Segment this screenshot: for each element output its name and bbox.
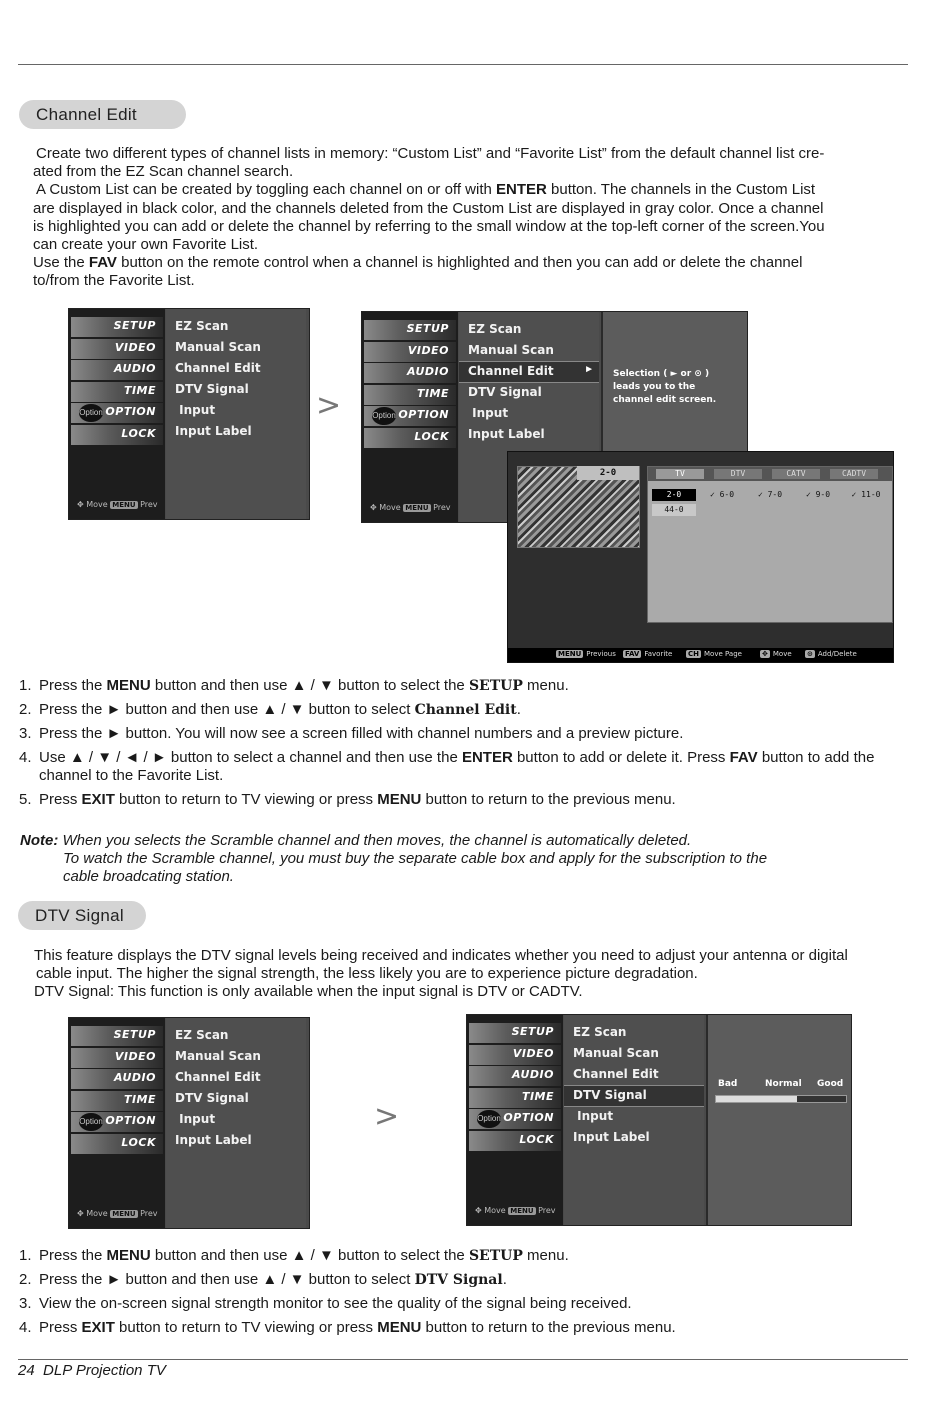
channel-edit-intro: Create two different types of channel lists in memory: “Custom List” and “Favorite List” from the default channel list cre- ated from the EZ Scan channel search. A Custom List can be created by toggling each channel on or off with ENTER button. The channels in the Custom List are displayed in black color, and the channels deleted from the Custom List are displayed in gray color. Once a channel is highlighted you can add or delete the channel by referring to the small window at the top-left corner of the screen.You can create your own Favorite List. Use the FAV button on the remote control when a channel is highlighted and then you can add or delete the channel to/from the Favorite List.	[33, 145, 893, 291]
menu-key-icon: MENU	[510, 1207, 534, 1215]
menu-tab-option	[71, 1112, 163, 1132]
menu-item-dtv-signal: DTV Signal	[175, 382, 249, 396]
menu-tab-label: LOCK	[519, 1132, 554, 1146]
move-icon: ✥	[77, 1209, 87, 1218]
step-key: MENU	[377, 1319, 422, 1336]
move-page-hint	[686, 650, 742, 658]
menu-item-ez-scan: EZ Scan	[175, 319, 229, 333]
menu-item-input-label: Input Label	[175, 424, 252, 438]
note: Note: When you selects the Scramble channel and then moves, the channel is automatically deleted. To watch the Scramble channel, you must buy the separate cable box and apply for the subscription to the cable broadcating station.	[20, 832, 768, 886]
prev-label: Prev	[137, 1209, 158, 1218]
tab-dtv: DTV	[714, 469, 762, 479]
step-number: 3.	[19, 725, 32, 742]
menu-tab-setup	[469, 1023, 561, 1043]
menu-tab-video	[71, 1048, 163, 1068]
prev-label: Prev	[137, 500, 158, 509]
menu-tab-column	[467, 1015, 563, 1225]
menu-item-manual-scan: Manual Scan	[468, 343, 554, 357]
menu-tab-audio	[71, 360, 163, 380]
menu-item-channel-edit: Channel Edit	[175, 1070, 261, 1084]
bottom-rule	[18, 1359, 908, 1360]
menu-tab-audio	[364, 363, 456, 383]
move-label: Move	[86, 500, 111, 509]
step-number: 3.	[19, 1295, 32, 1312]
menu-tab-label: VIDEO	[114, 1049, 156, 1063]
step-text-part: Press the	[39, 677, 107, 694]
step-text	[39, 791, 676, 808]
menu-tab-label: VIDEO	[114, 340, 156, 354]
step-key: EXIT	[81, 1319, 115, 1336]
channel-cell: ✓ 7-0	[757, 490, 783, 499]
menu-item-ez-scan: EZ Scan	[573, 1025, 627, 1039]
menu-tab-audio	[469, 1066, 561, 1086]
menu-tab-label: AUDIO	[406, 365, 449, 378]
step-menu-name: Channel Edit	[414, 702, 517, 718]
menu-tab-label: TIME	[416, 386, 449, 400]
menu-item-manual-scan: Manual Scan	[175, 1049, 261, 1063]
menu-item-input-label: Input Label	[468, 427, 545, 441]
page-number: 24	[18, 1362, 35, 1379]
step-key: ENTER	[461, 749, 513, 766]
menu-item-list	[166, 309, 306, 519]
menu-tab-setup	[364, 320, 456, 340]
add-delete-hint-key: ⊙	[807, 650, 813, 658]
move-icon: ✥	[475, 1206, 485, 1215]
menu-tab-lock	[469, 1131, 561, 1151]
step-number: 4.	[19, 749, 32, 766]
move-icon: ✥	[77, 500, 87, 509]
favorite-hint-label: Favorite	[644, 650, 673, 658]
move-label: Move	[484, 1206, 509, 1215]
step-item	[19, 1319, 899, 1337]
current-channel: 2-0	[577, 466, 639, 480]
menu-key-icon: MENU	[405, 504, 429, 512]
menu-item-input-label: Input Label	[573, 1130, 650, 1144]
step-item	[19, 1247, 899, 1265]
channel-cell: ✓ 11-0	[851, 490, 881, 499]
step-text	[39, 677, 569, 694]
step-text-part: Use ▲ / ▼ / ◄ / ► button to select a channel and then use the	[39, 749, 462, 766]
menu-tab-time	[364, 385, 456, 405]
page-footer	[18, 1362, 166, 1379]
step-text	[39, 1295, 632, 1312]
channel-cell: ✓ 9-0	[805, 490, 831, 499]
step-number: 1.	[19, 1247, 32, 1264]
step-key: FAV	[729, 749, 758, 766]
dtv-signal-steps	[19, 1247, 899, 1343]
channel-edit-help-bar	[508, 648, 893, 662]
menu-tab-label: AUDIO	[113, 1071, 156, 1084]
tab-tv: TV	[656, 469, 704, 479]
option-badge-icon: Option	[372, 407, 396, 425]
menu-item-channel-edit: Channel Edit	[468, 364, 554, 378]
step-item	[19, 701, 899, 719]
signal-strength-bar	[715, 1095, 847, 1103]
menu-item-manual-scan: Manual Scan	[573, 1046, 659, 1060]
menu-tab-lock	[71, 425, 163, 445]
menu-item-channel-edit: Channel Edit	[175, 361, 261, 375]
channel-edit-screen	[507, 451, 894, 663]
step-key: MENU	[106, 677, 151, 694]
menu-tab-label: SETUP	[113, 319, 156, 332]
menu-tab-label: SETUP	[113, 1028, 156, 1041]
step-item	[19, 677, 899, 695]
channel-cell: 44-0	[652, 504, 696, 516]
add-delete-hint	[805, 650, 857, 658]
step-text-part: Press the ► button. You will now see a screen filled with channel numbers and a preview picture.	[39, 725, 684, 742]
channel-cell: ✓ 6-0	[709, 490, 735, 499]
step-item	[19, 1295, 899, 1313]
move-page-hint-key: CH	[688, 650, 699, 658]
step-text-part: menu.	[522, 677, 569, 694]
menu-tab-label: SETUP	[511, 1025, 554, 1038]
step-text-part: .	[502, 1271, 507, 1288]
signal-good-label: Good	[817, 1079, 844, 1089]
step-text-part: menu.	[522, 1247, 569, 1264]
intro-line: Use the FAV button on the remote control when a channel is highlighted and then you can add or delete the channel	[33, 254, 803, 272]
menu-item-input: Input	[175, 403, 216, 417]
step-text	[39, 701, 521, 718]
menu-tab-label: LOCK	[414, 429, 449, 443]
channel-edit-steps	[19, 677, 899, 815]
move-hint-key: ✥	[762, 650, 768, 658]
signal-normal-label: Normal	[765, 1079, 802, 1089]
menu-tab-lock	[71, 1134, 163, 1154]
option-badge-icon: Option	[79, 404, 103, 422]
next-arrow-icon: >	[316, 388, 342, 423]
previous-hint-label: Previous	[586, 650, 616, 658]
menu-item-list	[166, 1018, 306, 1228]
menu-tab-time	[71, 382, 163, 402]
menu-tab-option	[364, 406, 456, 426]
right-arrow-icon: ►	[584, 364, 594, 375]
menu-item-channel-edit: Channel Edit	[573, 1067, 659, 1081]
previous-hint-key: MENU	[558, 650, 582, 658]
option-badge-icon: Option	[79, 1113, 103, 1131]
menu-tab-column	[362, 312, 458, 522]
step-text-part: Press the	[39, 1247, 107, 1264]
menu-item-dtv-signal: DTV Signal	[573, 1088, 647, 1102]
menu-side-panel	[706, 1015, 851, 1225]
menu-item-dtv-signal: DTV Signal	[175, 1091, 249, 1105]
setup-menu-screenshot	[68, 308, 310, 520]
setup-menu-screenshot-2	[68, 1017, 310, 1229]
section-heading-channel-edit: Channel Edit	[19, 100, 186, 129]
step-text-part: button to add the channel to the Favorite List.	[39, 749, 875, 784]
step-text-part: Press the ► button and then use ▲ / ▼ button to select	[39, 701, 415, 718]
channel-grid	[647, 466, 893, 623]
step-text-part: Press the ► button and then use ▲ / ▼ button to select	[39, 1271, 415, 1288]
step-item	[19, 791, 899, 809]
step-key: MENU	[106, 1247, 151, 1264]
step-item	[19, 725, 899, 743]
step-text-part: Press	[39, 791, 82, 808]
step-text	[39, 725, 683, 742]
signal-bad-label: Bad	[718, 1079, 738, 1089]
menu-tab-lock	[364, 428, 456, 448]
step-text-part: button and then use ▲ / ▼ button to select the	[150, 677, 469, 694]
menu-tab-label: OPTION	[398, 408, 449, 421]
menu-item-input-label: Input Label	[175, 1133, 252, 1147]
move-page-hint-label: Move Page	[704, 650, 742, 658]
step-text	[39, 1247, 569, 1264]
menu-tab-label: OPTION	[503, 1111, 554, 1124]
dtv-signal-menu-screenshot	[466, 1014, 852, 1226]
menu-tab-video	[364, 342, 456, 362]
menu-tab-option	[71, 403, 163, 423]
menu-footer	[77, 1209, 158, 1218]
step-text-part: Press	[39, 1319, 82, 1336]
step-text	[39, 749, 874, 784]
step-text-part: .	[516, 701, 521, 718]
dtv-signal-intro: This feature displays the DTV signal levels being received and indicates whether you need to adjust your antenna or digital cable input. The higher the signal strength, the less likely you are to experience picture degradation. DTV Signal: This function is only available when the input signal is DTV or CADTV.	[34, 947, 848, 1001]
menu-tab-label: VIDEO	[512, 1046, 554, 1060]
menu-item-list	[564, 1015, 704, 1225]
menu-tab-time	[469, 1088, 561, 1108]
menu-tab-column	[69, 309, 165, 519]
menu-tab-setup	[71, 317, 163, 337]
step-number: 4.	[19, 1319, 32, 1336]
prev-label: Prev	[535, 1206, 556, 1215]
move-label: Move	[86, 1209, 111, 1218]
menu-item-ez-scan: EZ Scan	[468, 322, 522, 336]
step-text-part: button to return to the previous menu.	[421, 1319, 676, 1336]
step-text-part: button to return to TV viewing or press	[114, 791, 378, 808]
section-heading-dtv-signal: DTV Signal	[18, 901, 146, 930]
menu-item-dtv-signal: DTV Signal	[468, 385, 542, 399]
step-menu-name: SETUP	[468, 1248, 523, 1264]
menu-tab-video	[469, 1045, 561, 1065]
menu-tab-label: SETUP	[406, 322, 449, 335]
add-delete-hint-label: Add/Delete	[817, 650, 857, 658]
footer-title: DLP Projection TV	[43, 1362, 166, 1379]
move-hint	[760, 650, 792, 658]
favorite-hint	[623, 650, 672, 658]
menu-tab-label: TIME	[123, 1092, 156, 1106]
menu-tab-label: AUDIO	[511, 1068, 554, 1081]
tab-cadtv: CADTV	[830, 469, 878, 479]
signal-strength-fill	[716, 1096, 797, 1102]
menu-tab-label: AUDIO	[113, 362, 156, 375]
selection-hint: Selection ( ► or ⊙ ) leads you to the channel edit screen.	[613, 369, 717, 405]
step-menu-name: SETUP	[468, 678, 523, 694]
tab-catv: CATV	[772, 469, 820, 479]
menu-tab-label: LOCK	[121, 1135, 156, 1149]
step-item	[19, 1271, 899, 1289]
menu-item-ez-scan: EZ Scan	[175, 1028, 229, 1042]
step-text-part: button to add or delete it. Press	[512, 749, 730, 766]
intro-line: A Custom List can be created by toggling each channel on or off with ENTER button. The channels in the Custom List	[36, 181, 816, 199]
move-icon: ✥	[370, 503, 380, 512]
step-text-part: View the on-screen signal strength monitor to see the quality of the signal being received.	[39, 1295, 632, 1312]
next-arrow-icon-2: >	[374, 1099, 400, 1134]
menu-tab-video	[71, 339, 163, 359]
previous-hint	[556, 650, 616, 658]
menu-tab-label: OPTION	[105, 405, 156, 418]
menu-tab-label: VIDEO	[407, 343, 449, 357]
menu-key-icon: MENU	[112, 501, 136, 509]
channel-tabs	[648, 467, 892, 481]
step-text-part: button to return to TV viewing or press	[114, 1319, 378, 1336]
menu-tab-label: OPTION	[105, 1114, 156, 1127]
step-number: 2.	[19, 701, 32, 718]
menu-tab-audio	[71, 1069, 163, 1089]
menu-tab-time	[71, 1091, 163, 1111]
menu-item-manual-scan: Manual Scan	[175, 340, 261, 354]
step-menu-name: DTV Signal	[414, 1272, 503, 1288]
step-item	[19, 749, 899, 785]
menu-tab-option	[469, 1109, 561, 1129]
step-key: EXIT	[81, 791, 115, 808]
menu-item-input: Input	[573, 1109, 614, 1123]
menu-tab-label: TIME	[521, 1089, 554, 1103]
step-number: 2.	[19, 1271, 32, 1288]
channel-cell: 2-0	[652, 489, 696, 501]
menu-item-input: Input	[468, 406, 509, 420]
move-hint-label: Move	[772, 650, 792, 658]
move-label: Move	[379, 503, 404, 512]
menu-item-input: Input	[175, 1112, 216, 1126]
menu-footer	[77, 500, 158, 509]
menu-footer	[475, 1206, 556, 1215]
menu-tab-column	[69, 1018, 165, 1228]
menu-footer	[370, 503, 451, 512]
step-text-part: button and then use ▲ / ▼ button to select the	[150, 1247, 469, 1264]
step-number: 5.	[19, 791, 32, 808]
favorite-hint-key: FAV	[625, 650, 640, 658]
step-key: MENU	[377, 791, 422, 808]
menu-tab-label: TIME	[123, 383, 156, 397]
menu-tab-label: LOCK	[121, 426, 156, 440]
top-rule	[18, 64, 908, 65]
step-text-part: button to return to the previous menu.	[421, 791, 676, 808]
step-text	[39, 1271, 507, 1288]
option-badge-icon: Option	[477, 1110, 501, 1128]
menu-key-icon: MENU	[112, 1210, 136, 1218]
prev-label: Prev	[430, 503, 451, 512]
menu-tab-setup	[71, 1026, 163, 1046]
step-number: 1.	[19, 677, 32, 694]
step-text	[39, 1319, 676, 1336]
